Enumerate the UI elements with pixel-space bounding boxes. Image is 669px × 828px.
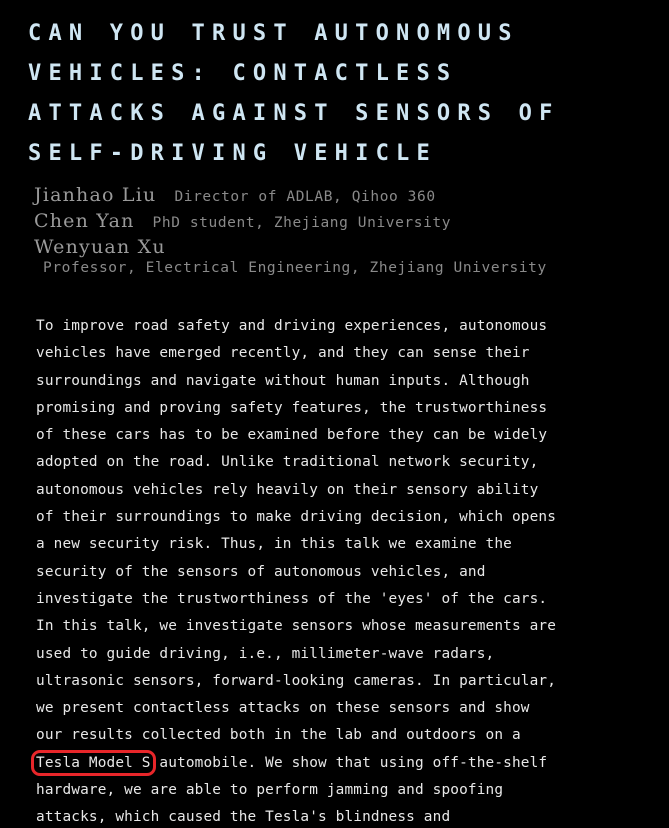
abstract-line: of their surroundings to make driving decision, which opens	[36, 509, 557, 526]
speaker-role: PhD student, Zhejiang University	[152, 215, 452, 231]
abstract-line: we present contactless attacks on these sensors and show	[36, 700, 530, 717]
talk-title-line: SELF-DRIVING VEHICLE	[28, 141, 437, 166]
speaker-name: Jianhao Liu	[34, 184, 157, 206]
speaker-name: Wenyuan Xu	[34, 236, 166, 258]
abstract-line-highlighted	[36, 750, 656, 777]
speaker-name: Chen Yan	[34, 210, 135, 232]
abstract-line-rest: automobile. We show that using off-the-shelf	[150, 754, 548, 771]
abstract-line: adopted on the road. Unlike traditional network security,	[36, 454, 539, 471]
abstract-line: attacks, which caused the Tesla's blindness and	[36, 809, 451, 826]
abstract-line: a new security risk. Thus, in this talk we examine the	[36, 536, 512, 553]
talk-title-line: CAN YOU TRUST AUTONOMOUS	[28, 21, 519, 46]
talk-title-line: ATTACKS AGAINST SENSORS OF	[28, 101, 560, 126]
abstract-line: used to guide driving, i.e., millimeter-wave radars,	[36, 645, 495, 662]
talk-title	[28, 14, 658, 174]
highlighted-term-box: Tesla Model S	[36, 754, 151, 771]
abstract-line: hardware, we are able to perform jamming and spoofing	[36, 782, 504, 799]
speaker-entry	[34, 234, 666, 260]
abstract-body	[36, 313, 656, 828]
talk-title-line: VEHICLES: CONTACTLESS	[28, 61, 458, 86]
abstract-line: security of the sensors of autonomous vehicles, and	[36, 563, 486, 580]
abstract-line: In this talk, we investigate sensors whose measurements are	[36, 618, 557, 635]
speaker-list	[34, 182, 666, 276]
speaker-entry	[34, 182, 666, 208]
abstract-line: vehicles have emerged recently, and they can sense their	[36, 345, 530, 362]
abstract-line: of these cars has to be examined before they can be widely	[36, 427, 548, 444]
abstract-line: investigate the trustworthiness of the 'eyes' of the cars.	[36, 590, 548, 607]
speaker-role: Professor, Electrical Engineering, Zhejiang University	[43, 260, 547, 276]
abstract-line: our results collected both in the lab and outdoors on a	[36, 727, 521, 744]
abstract-line: surroundings and navigate without human inputs. Although	[36, 372, 530, 389]
abstract-line: To improve road safety and driving experiences, autonomous	[36, 318, 548, 334]
speaker-role: Director of ADLAB, Qihoo 360	[174, 189, 436, 205]
abstract-line: autonomous vehicles rely heavily on their sensory ability	[36, 481, 539, 498]
speaker-entry	[34, 208, 666, 234]
abstract-line: ultrasonic sensors, forward-looking cameras. In particular,	[36, 672, 557, 689]
abstract-line: promising and proving safety features, the trustworthiness	[36, 399, 548, 416]
